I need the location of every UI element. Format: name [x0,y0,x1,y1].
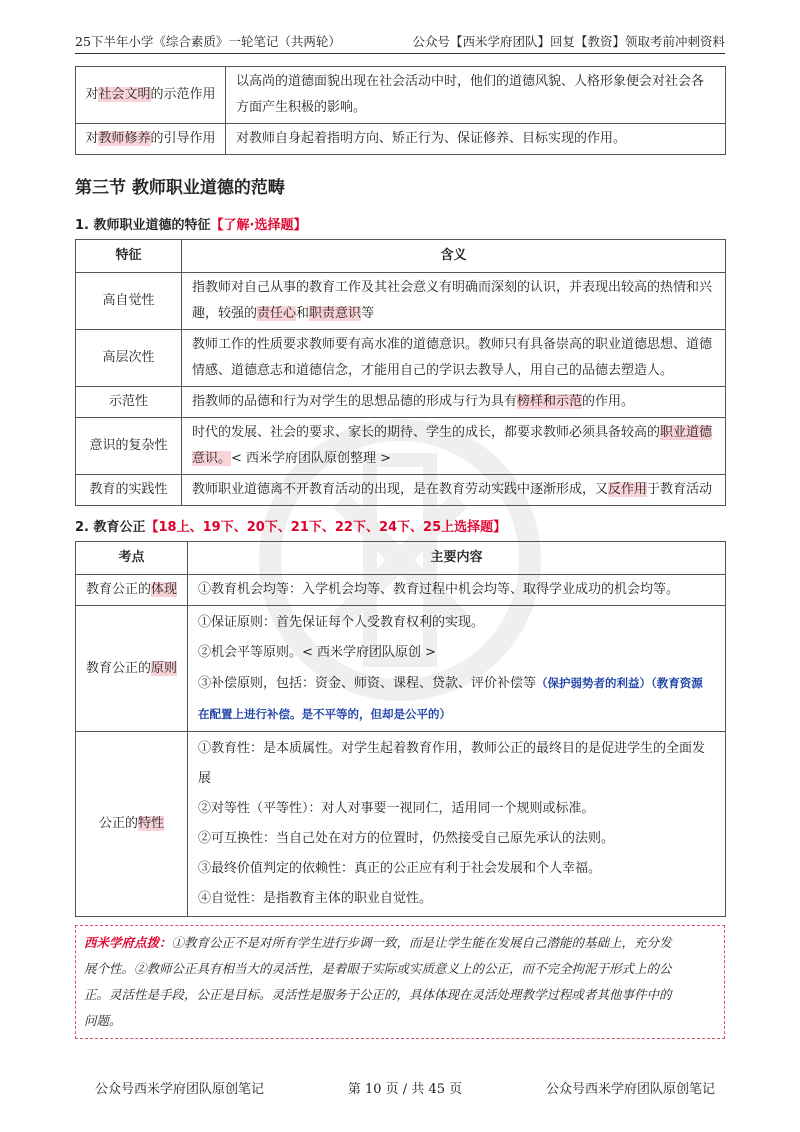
col-header: 考点 [76,542,188,575]
table-row [76,67,726,124]
row-label: 教育公正的体现 [76,575,188,606]
page-number: 第 10 页 / 共 45 页 [347,1082,463,1097]
footer-left: 公众号西米学府团队原创笔记 [95,1082,265,1097]
row-text: 教师工作的性质要求教师要有高水准的道德意识。教师只有具备崇高的职业道德思想、道德 情感、道德意志和道德信念，才能用自己的学识去教导人，用自己的品德去塑造人。 [182,330,726,387]
table-header-row [76,240,726,273]
row-text: ①教育性：是本质属性。对学生起着教育作用，教师公正的最终目的是促进学生的全面发展 ②对等性（平等性）：对人对事要一视同仁，适用同一个规则或标准。 ②可互换性：当自己处在对方的位置时，仍然接受自己原先承认的法则。 ③最终价值判定的依赖性：真正的公正应有利于社会发展和个人幸福。 ④自觉性：是指教育主体的职业自觉性。 [188,732,726,917]
row-text: 对教师自身起着指明方向、矫正行为、保证修养、目标实现的作用。 [226,124,726,155]
tip-box: 西米学府点拨：①教育公正不是对所有学生进行步调一致，而是让学生能在发展自己潜能的基础上，充分发 展个性。②教师公正具有相当大的灵活性，是着眼于实际或实质意义上的公正，而不完全拘泥于形式上的公 正。灵活性是手段，公正是目标。灵活性是服务于公正的，具体体现在灵活处理教学过程或者其他事件中的 问题。 [75,925,725,1039]
features-table [75,239,726,506]
row-text: 以高尚的道德面貌出现在社会活动中时，他们的道德风貌、人格形象便会对社会各 方面产生积极的影响。 [226,67,726,124]
row-text: 指教师对自己从事的教育工作及其社会意义有明确而深刻的认识，并表现出较高的热情和兴 趣，较强的责任心和职责意识等 [182,273,726,330]
table-row [76,418,726,475]
table-row [76,575,726,606]
page-footer [95,1078,715,1097]
row-label: 对教师修养的引导作用 [76,124,226,155]
table-row [76,330,726,387]
header-left: 25下半年小学《综合素质》一轮笔记（共两轮） [75,34,341,49]
row-label: 意识的复杂性 [76,418,182,475]
header-right: 公众号【西米学府团队】回复【教资】领取考前冲刺资料 [412,34,725,49]
row-text: 时代的发展、社会的要求、家长的期待、学生的成长，都要求教师必须具备较高的职业道德 意识。< 西米学府团队原创整理 > [182,418,726,475]
row-text: 教师职业道德离不开教育活动的出现，是在教育劳动实践中逐渐形成，又反作用于教育活动 [182,475,726,506]
part2-tag: 【18上、19下、20下、21下、22下、24下、25上选择题】 [145,520,507,535]
row-text: ①保证原则：首先保证每个人受教育权利的实现。 ②机会平等原则。< 西米学府团队原创 > ③补偿原则，包括：资金、师资、课程、贷款、评价补偿等（保护弱势者的利益）（教育资源 在配置上进行补偿。是不平等的，但却是公平的） [188,606,726,732]
row-label: 教育的实践性 [76,475,182,506]
row-label: 公正的特性 [76,732,188,917]
table-row [76,475,726,506]
table-row [76,606,726,732]
top-table [75,66,726,155]
row-label: 对社会文明的示范作用 [76,67,226,124]
col-header: 主要内容 [188,542,726,575]
row-label: 高自觉性 [76,273,182,330]
footer-right: 公众号西米学府团队原创笔记 [545,1082,715,1097]
fairness-table [75,541,726,917]
section-title: 第三节 教师职业道德的范畴 [75,178,285,198]
part2-title: 2. 教育公正【18上、19下、20下、21下、22下、24下、25上选择题】 [75,520,507,535]
table-row [76,732,726,917]
table-header-row [76,542,726,575]
part1-title: 1. 教师职业道德的特征【了解·选择题】 [75,218,307,233]
part1-tag: 【了解·选择题】 [210,218,307,233]
row-label: 示范性 [76,387,182,418]
row-label: 教育公正的原则 [76,606,188,732]
page-header [75,30,725,54]
table-row [76,387,726,418]
col-header: 特征 [76,240,182,273]
col-header: 含义 [182,240,726,273]
tip-lead: 西米学府点拨： [84,935,172,950]
table-row [76,124,726,155]
content [75,66,725,1039]
row-text: ①教育机会均等：入学机会均等、教育过程中机会均等、取得学业成功的机会均等。 [188,575,726,606]
row-text: 指教师的品德和行为对学生的思想品德的形成与行为具有榜样和示范的作用。 [182,387,726,418]
row-label: 高层次性 [76,330,182,387]
table-row [76,273,726,330]
